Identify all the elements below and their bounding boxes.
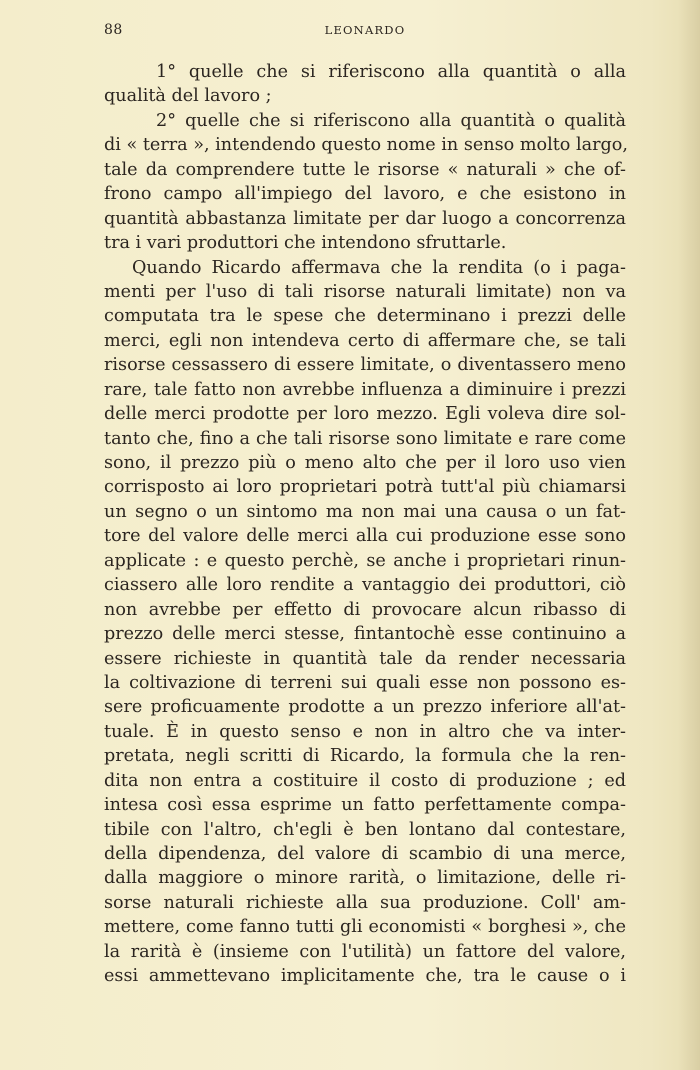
text-line: Quando Ricardo affermava che la rendita (o i paga- xyxy=(132,257,626,278)
running-head: LEONARDO xyxy=(324,23,406,37)
text-line: applicate : e questo perchè, se anche i proprietari rinun- xyxy=(104,550,626,571)
page-header xyxy=(104,22,626,42)
text-line: qualità del lavoro ; xyxy=(104,86,272,107)
text-line: intesa così essa esprime un fatto perfettamente compa- xyxy=(104,795,626,816)
text-line: non avrebbe per effetto di provocare alcun ribasso di xyxy=(104,599,626,620)
text-line: essi ammettevano implicitamente che, tra le cause o i xyxy=(104,966,626,987)
text-line: rare, tale fatto non avrebbe influenza a diminuire i prezzi xyxy=(104,379,626,400)
text-line: corrisposto ai loro proprietari potrà tutt'al più chiamarsi xyxy=(104,477,626,498)
text-line: delle merci prodotte per loro mezzo. Egli voleva dire sol- xyxy=(104,404,626,425)
text-line: tanto che, fino a che tali risorse sono limitate e rare come xyxy=(104,428,626,449)
text-line: dita non entra a costituire il costo di produzione ; ed xyxy=(104,770,626,791)
text-line: menti per l'uso di tali risorse naturali limitate) non va xyxy=(104,281,626,302)
text-line: sorse naturali richieste alla sua produzione. Coll' am- xyxy=(104,892,626,913)
text-line: tore del valore delle merci alla cui produzione esse sono xyxy=(104,526,626,547)
text-line: sono, il prezzo più o meno alto che per il loro uso vien xyxy=(104,453,626,473)
text-line: computata tra le spese che determinano i prezzi delle xyxy=(104,306,626,327)
text-line: tra i vari produttori che intendono sfruttarle. xyxy=(104,233,507,254)
text-line: tale da comprendere tutte le risorse « naturali » che of- xyxy=(104,159,626,180)
text-line: la coltivazione di terreni sui quali esse non possono es- xyxy=(104,672,626,693)
text-line: tuale. È in questo senso e non in altro che va inter- xyxy=(104,721,626,742)
text-line: merci, egli non intendeva certo di affermare che, se tali xyxy=(104,330,626,351)
text-line: di « terra », intendendo questo nome in senso molto largo, xyxy=(104,135,628,156)
text-line: frono campo all'impiego del lavoro, e che esistono in xyxy=(104,184,626,205)
text-line: risorse cessassero di essere limitate, o diventassero meno xyxy=(104,355,626,376)
body-text xyxy=(104,60,626,989)
text-line: 2° quelle che si riferiscono alla quantità o qualità xyxy=(156,110,626,131)
text-line: dalla maggiore o minore rarità, o limitazione, delle ri- xyxy=(104,868,626,889)
text-line: prezzo delle merci stesse, fintantochè esse continuino a xyxy=(104,624,626,645)
text-line: essere richieste in quantità tale da render necessaria xyxy=(104,648,626,669)
text-line: quantità abbastanza limitate per dar luogo a concorrenza xyxy=(104,208,626,229)
page-number: 88 xyxy=(104,22,123,38)
text-line: ciassero alle loro rendite a vantaggio dei produttori, ciò xyxy=(104,575,626,596)
text-line: un segno o un sintomo ma non mai una causa o un fat- xyxy=(104,501,626,522)
text-line: pretata, negli scritti di Ricardo, la formula che la ren- xyxy=(104,746,626,767)
page-edge-shadow xyxy=(678,0,700,1070)
text-line: la rarità è (insieme con l'utilità) un fattore del valore, xyxy=(104,941,626,962)
text-line: 1° quelle che si riferiscono alla quantità o alla xyxy=(156,62,626,82)
text-line: tibile con l'altro, ch'egli è ben lontano dal contestare, xyxy=(104,819,626,840)
text-line: sere proficuamente prodotte a un prezzo inferiore all'at- xyxy=(104,697,626,718)
text-line: della dipendenza, del valore di scambio di una merce, xyxy=(104,844,626,864)
text-line: mettere, come fanno tutti gli economisti « borghesi », che xyxy=(104,917,626,938)
